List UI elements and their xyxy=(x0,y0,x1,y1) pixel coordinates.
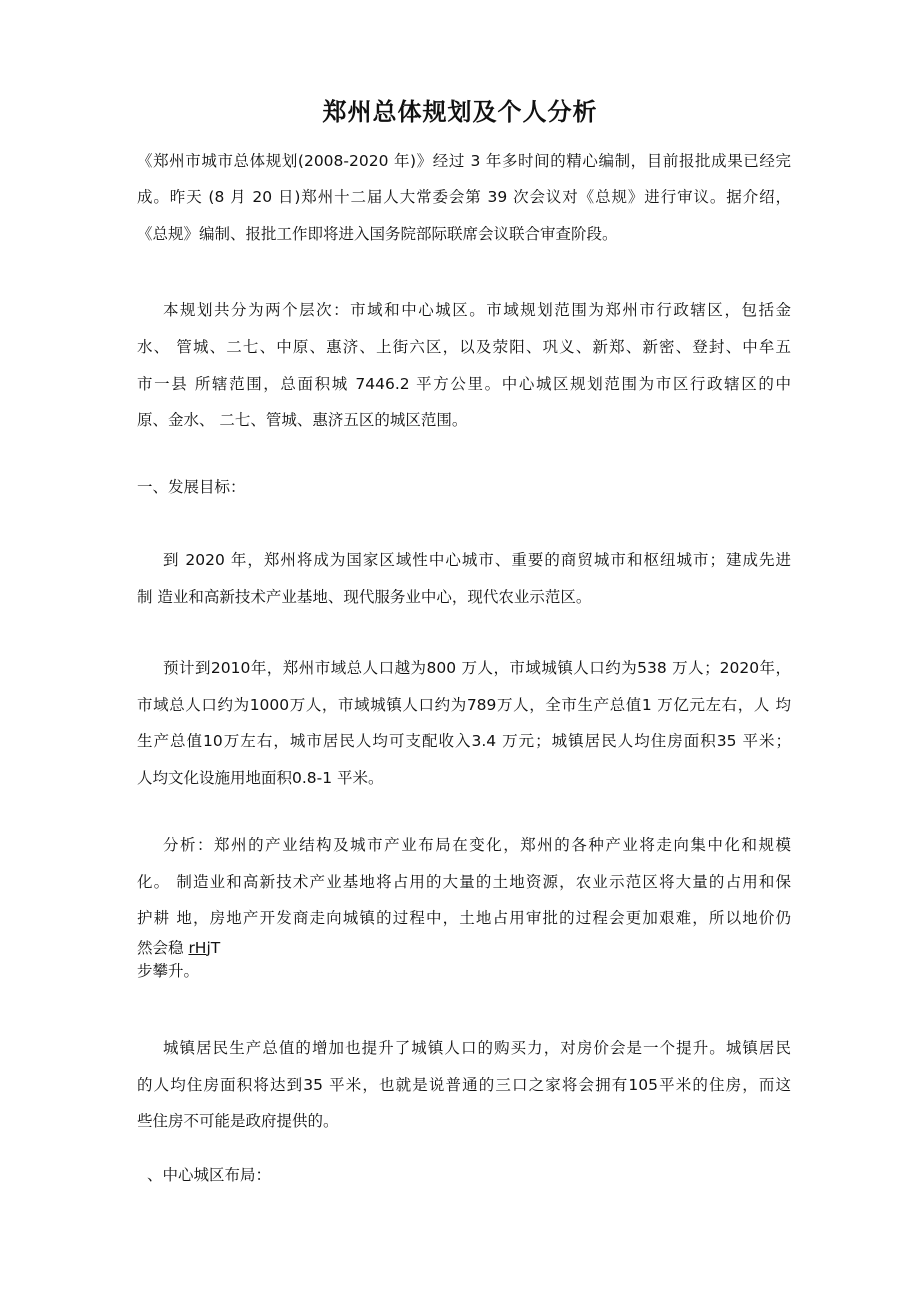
section-heading-center-layout: 、中心城区布局： xyxy=(147,1166,272,1184)
document-title: 郑州总体规划及个人分析 xyxy=(322,98,598,126)
text-line: 《总规》编制、报批工作即将进入国务院部际联席会议联合审查阶段。 xyxy=(137,225,618,243)
text-line: 预计到2010年，郑州市域总人口越为800 万人，市域城镇人口约为538 万人；2020年， xyxy=(163,659,791,677)
text-line: 护耕 地，房地产开发商走向城镇的过程中，土地占用审批的过程会更加艰难，所以地价仍 xyxy=(137,909,791,927)
text-line: 步攀升。 xyxy=(137,962,200,980)
section-heading-goals: 一、发展目标： xyxy=(137,478,246,496)
text-line: 成。昨天 (8 月 20 日)郑州十二届人大常委会第 39 次会议对《总规》进行审议。据介绍， xyxy=(137,188,791,206)
text-fragment: 然会稳 xyxy=(137,939,189,957)
text-line: 市域总人口约为1000万人，市域城镇人口约为789万人，全市生产总值1 万亿元左右，人 均 xyxy=(137,696,791,714)
text-line: 到 2020 年，郑州将成为国家区域性中心城市、重要的商贸城市和枢纽城市；建成先进 xyxy=(163,551,791,569)
text-line: 水、 管城、二七、中原、惠济、上街六区，以及荥阳、巩义、新郑、新密、登封、中牟五 xyxy=(137,338,791,356)
text-line: 人均文化设施用地面积0.8-1 平米。 xyxy=(137,769,384,787)
text-line: 城镇居民生产总值的增加也提升了城镇人口的购买力，对房价会是一个提升。城镇居民 xyxy=(163,1039,791,1057)
text-line: 些住房不可能是政府提供的。 xyxy=(137,1112,339,1130)
ocr-artifact-tail: jT xyxy=(206,939,221,957)
text-line: 市一县 所辖范围，总面积城 7446.2 平方公里。中心城区规划范围为市区行政辖区的中 xyxy=(137,375,791,393)
text-line: 原、金水、 二七、管城、惠济五区的城区范围。 xyxy=(137,411,468,429)
text-line: 分析：郑州的产业结构及城市产业布局在变化，郑州的各种产业将走向集中化和规模 xyxy=(163,836,791,854)
text-line: 生产总值10万左右，城市居民人均可支配收入3.4 万元；城镇居民人均住房面积35 平米； xyxy=(137,732,791,750)
text-line: 的人均住房面积将达到35 平米，也就是说普通的三口之家将会拥有105平米的住房，而这 xyxy=(137,1076,791,1094)
text-line: 化。 制造业和高新技术产业基地将占用的大量的土地资源，农业示范区将大量的占用和保 xyxy=(137,873,791,891)
text-line: 制 造业和高新技术产业基地、现代服务业中心，现代农业示范区。 xyxy=(137,588,592,606)
text-line: 本规划共分为两个层次：市域和中心城区。市域规划范围为郑州市行政辖区，包括金 xyxy=(163,301,791,319)
ocr-artifact: rH xyxy=(188,939,207,957)
text-line: 《郑州市城市总体规划(2008-2020 年)》经过 3 年多时间的精心编制，目前报批成果已经完 xyxy=(137,152,791,170)
text-line xyxy=(137,938,791,958)
